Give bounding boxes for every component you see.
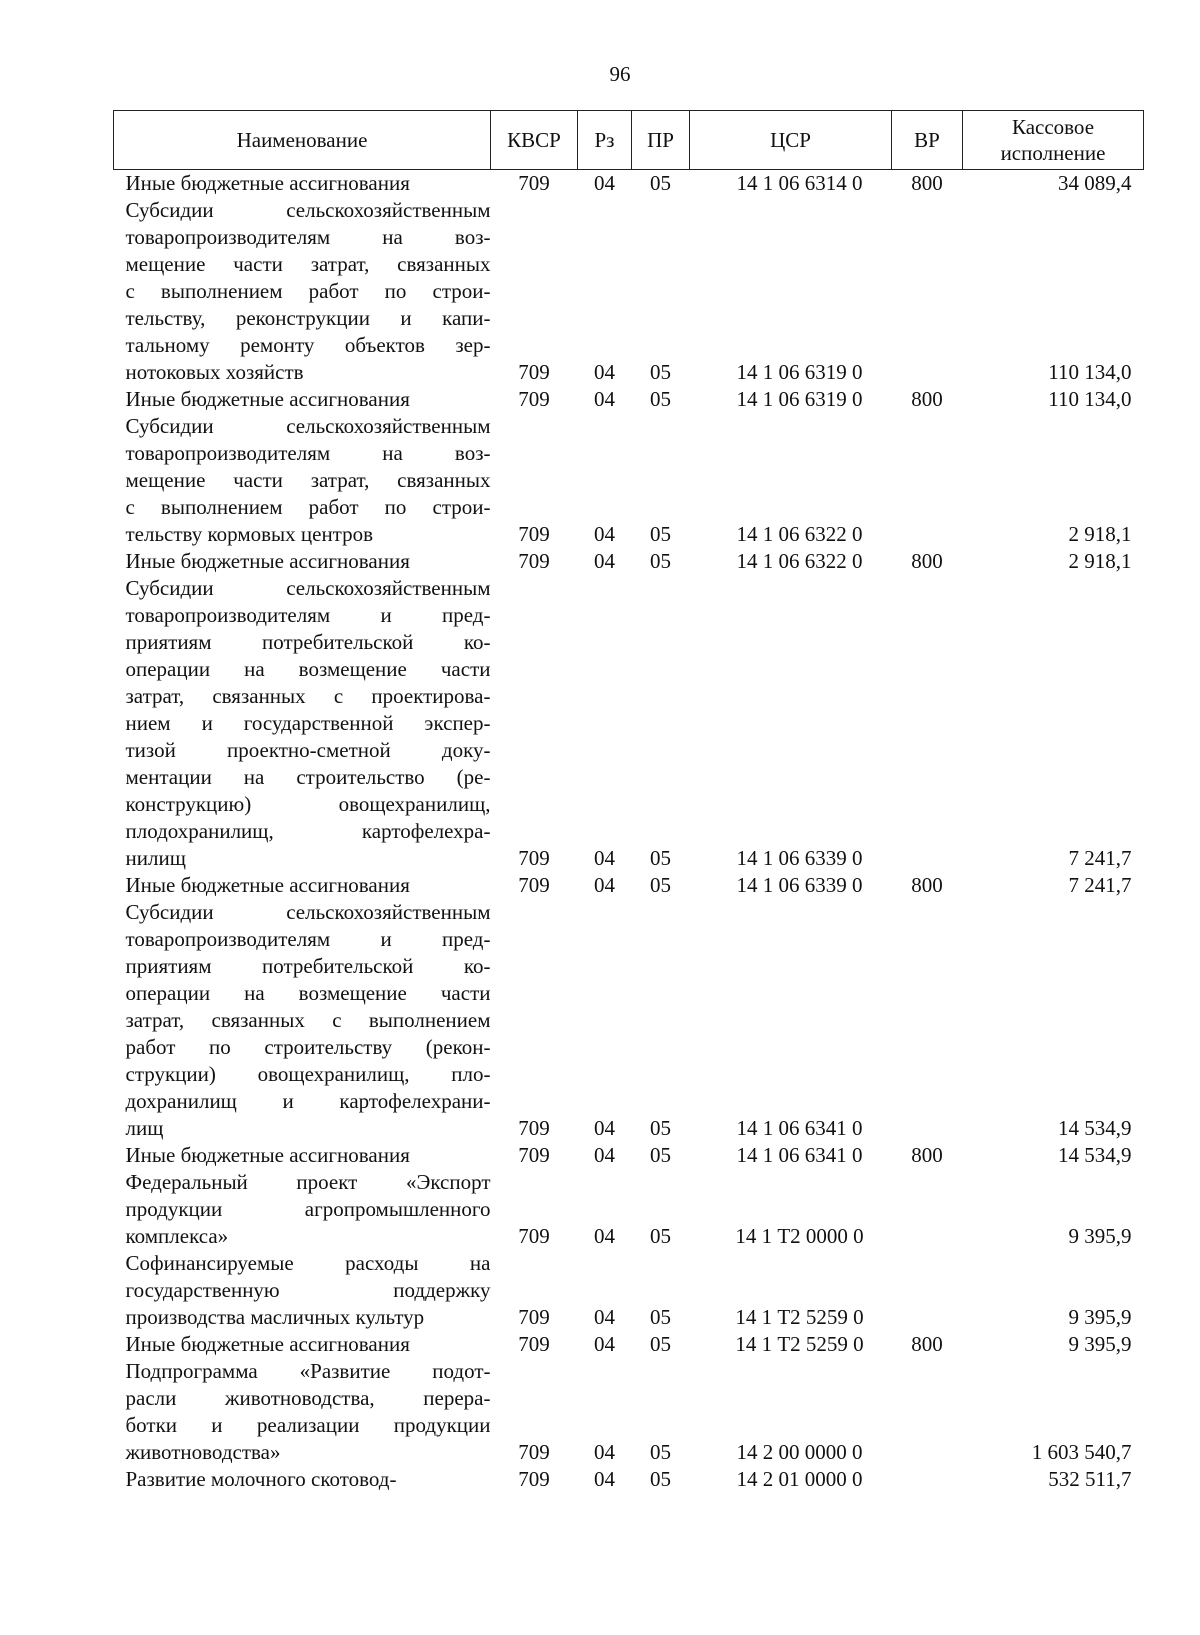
table-row bbox=[114, 1466, 1144, 1493]
row-rz: 04 bbox=[594, 1440, 615, 1464]
table-row bbox=[114, 548, 1144, 575]
row-rz: 04 bbox=[594, 1224, 615, 1248]
row-name-line: производства масличных культур bbox=[125, 1305, 425, 1329]
row-pr: 05 bbox=[650, 1440, 671, 1464]
row-sum: 532 511,7 bbox=[1048, 1467, 1132, 1491]
row-name-line: товаропроизводителям на воз- bbox=[125, 441, 491, 465]
row-sum: 110 134,0 bbox=[1048, 360, 1132, 384]
table-row bbox=[114, 1250, 1144, 1331]
row-csr: 14 1 06 6322 0 bbox=[736, 522, 863, 546]
row-name bbox=[114, 899, 491, 1142]
row-name bbox=[114, 386, 491, 413]
row-name-line: с выполнением работ по строи- bbox=[125, 495, 491, 519]
row-csr: 14 2 00 0000 0 bbox=[736, 1440, 863, 1464]
table-header bbox=[114, 111, 1144, 170]
row-csr: 14 1 06 6322 0 bbox=[736, 549, 863, 573]
row-name-line: лищ bbox=[125, 1116, 164, 1140]
row-rz: 04 bbox=[594, 171, 615, 195]
table-row bbox=[114, 1358, 1144, 1466]
row-csr: 14 1 06 6339 0 bbox=[736, 873, 863, 897]
row-pr: 05 bbox=[650, 1305, 671, 1329]
row-pr: 05 bbox=[650, 873, 671, 897]
row-sum: 34 089,4 bbox=[1058, 171, 1132, 195]
row-kvsr: 709 bbox=[518, 1224, 550, 1248]
row-name-line: Субсидии сельскохозяйственным bbox=[125, 414, 491, 438]
row-vr: 800 bbox=[911, 549, 943, 573]
row-sum: 9 395,9 bbox=[1068, 1224, 1132, 1248]
row-name-line: нотоковых хозяйств bbox=[125, 360, 304, 384]
row-name-line: товаропроизводителям и пред- bbox=[125, 603, 491, 627]
row-kvsr: 709 bbox=[518, 1467, 550, 1491]
row-name-line: тельству, реконструкции и капи- bbox=[125, 306, 491, 330]
row-csr: 14 1 Т2 5259 0 bbox=[735, 1332, 864, 1356]
row-name-line: ментации на строительство (ре- bbox=[125, 765, 491, 789]
header-rz: Рз bbox=[578, 111, 632, 170]
row-name-line: Софинансируемые расходы на bbox=[125, 1251, 491, 1275]
row-name-line: ботки и реализации продукции bbox=[125, 1413, 491, 1437]
row-pr: 05 bbox=[650, 387, 671, 411]
row-csr: 14 1 06 6341 0 bbox=[736, 1116, 863, 1140]
row-name-line: Подпрограмма «Развитие подот- bbox=[125, 1359, 491, 1383]
row-name-line: конструкцию) овощехранилищ, bbox=[125, 792, 491, 816]
row-csr: 14 2 01 0000 0 bbox=[736, 1467, 863, 1491]
row-name bbox=[114, 1169, 491, 1250]
row-kvsr: 709 bbox=[518, 1143, 550, 1167]
row-name bbox=[114, 1358, 491, 1466]
row-name-line: нием и государственной экспер- bbox=[125, 711, 491, 735]
row-pr: 05 bbox=[650, 522, 671, 546]
table-row bbox=[114, 899, 1144, 1142]
row-name bbox=[114, 1466, 491, 1493]
header-sum-line2: исполнение bbox=[1000, 141, 1106, 165]
row-name-line: приятиям потребительской ко- bbox=[125, 630, 491, 654]
row-sum: 7 241,7 bbox=[1068, 846, 1132, 870]
table-row bbox=[114, 575, 1144, 872]
row-name bbox=[114, 170, 491, 198]
row-vr: 800 bbox=[911, 171, 943, 195]
header-pr: ПР bbox=[632, 111, 690, 170]
table-row bbox=[114, 1142, 1144, 1169]
row-vr: 800 bbox=[911, 1332, 943, 1356]
row-name-line: тизой проектно-сметной доку- bbox=[125, 738, 491, 762]
row-sum: 110 134,0 bbox=[1048, 387, 1132, 411]
row-csr: 14 1 06 6341 0 bbox=[736, 1143, 863, 1167]
row-sum: 2 918,1 bbox=[1068, 549, 1132, 573]
row-pr: 05 bbox=[650, 1143, 671, 1167]
page-number: 96 bbox=[609, 62, 631, 86]
row-vr bbox=[892, 1358, 963, 1466]
header-name: Наименование bbox=[114, 111, 491, 170]
row-rz: 04 bbox=[594, 360, 615, 384]
table-body bbox=[114, 170, 1144, 1494]
row-name-line: Субсидии сельскохозяйственным bbox=[125, 900, 491, 924]
row-rz: 04 bbox=[594, 522, 615, 546]
row-rz: 04 bbox=[594, 873, 615, 897]
row-name bbox=[114, 413, 491, 548]
table-row bbox=[114, 197, 1144, 386]
row-name-line: Иные бюджетные ассигнования bbox=[125, 171, 410, 195]
row-name-line: государственную поддержку bbox=[125, 1278, 491, 1302]
row-rz: 04 bbox=[594, 1332, 615, 1356]
row-sum: 1 603 540,7 bbox=[1031, 1440, 1132, 1464]
row-pr: 05 bbox=[650, 1332, 671, 1356]
row-kvsr: 709 bbox=[518, 873, 550, 897]
row-pr: 05 bbox=[650, 360, 671, 384]
row-vr bbox=[892, 1169, 963, 1250]
header-sum bbox=[963, 111, 1144, 170]
row-name-line: мещение части затрат, связанных bbox=[125, 252, 491, 276]
row-name-line: дохранилищ и картофелехрани- bbox=[125, 1089, 491, 1113]
row-kvsr: 709 bbox=[518, 387, 550, 411]
row-sum: 14 534,9 bbox=[1058, 1116, 1132, 1140]
row-name-line: расли животноводства, перера- bbox=[125, 1386, 491, 1410]
row-name-line: Иные бюджетные ассигнования bbox=[125, 873, 410, 897]
row-name-line: затрат, связанных с выполнением bbox=[125, 1008, 491, 1032]
row-vr bbox=[892, 1466, 963, 1493]
row-name-line: приятиям потребительской ко- bbox=[125, 954, 491, 978]
row-vr: 800 bbox=[911, 873, 943, 897]
table-row bbox=[114, 1169, 1144, 1250]
row-name-line: товаропроизводителям на воз- bbox=[125, 225, 491, 249]
row-name-line: Иные бюджетные ассигнования bbox=[125, 1143, 410, 1167]
row-vr bbox=[892, 899, 963, 1142]
row-kvsr: 709 bbox=[518, 1440, 550, 1464]
row-name bbox=[114, 872, 491, 899]
row-vr: 800 bbox=[911, 1143, 943, 1167]
table-row bbox=[114, 386, 1144, 413]
row-name-line: тальному ремонту объектов зер- bbox=[125, 333, 491, 357]
row-kvsr: 709 bbox=[518, 1305, 550, 1329]
row-vr: 800 bbox=[911, 387, 943, 411]
row-name-line: струкции) овощехранилищ, пло- bbox=[125, 1062, 491, 1086]
header-sum-line1: Кассовое bbox=[1011, 115, 1095, 139]
row-name-line: операции на возмещение части bbox=[125, 981, 491, 1005]
table-row bbox=[114, 872, 1144, 899]
row-name bbox=[114, 197, 491, 386]
row-name-line: Иные бюджетные ассигнования bbox=[125, 1332, 410, 1356]
row-name bbox=[114, 575, 491, 872]
row-name-line: мещение части затрат, связанных bbox=[125, 468, 491, 492]
row-name-line: продукции агропромышленного bbox=[125, 1197, 491, 1221]
row-pr: 05 bbox=[650, 1116, 671, 1140]
row-pr: 05 bbox=[650, 1467, 671, 1491]
row-vr bbox=[892, 575, 963, 872]
row-kvsr: 709 bbox=[518, 549, 550, 573]
row-name-line: плодохранилищ, картофелехра- bbox=[125, 819, 491, 843]
header-kvsr: КВСР bbox=[491, 111, 578, 170]
row-name bbox=[114, 1142, 491, 1169]
row-kvsr: 709 bbox=[518, 360, 550, 384]
budget-table bbox=[113, 110, 1144, 1493]
row-rz: 04 bbox=[594, 1116, 615, 1140]
header-vr: ВР bbox=[892, 111, 963, 170]
row-name-line: затрат, связанных с проектирова- bbox=[125, 684, 491, 708]
row-name bbox=[114, 1250, 491, 1331]
row-name-line: работ по строительству (рекон- bbox=[125, 1035, 491, 1059]
row-name-line: Субсидии сельскохозяйственным bbox=[125, 576, 491, 600]
row-csr: 14 1 Т2 0000 0 bbox=[735, 1224, 864, 1248]
row-sum: 9 395,9 bbox=[1068, 1305, 1132, 1329]
row-name-line: животноводства» bbox=[125, 1440, 281, 1464]
row-rz: 04 bbox=[594, 1305, 615, 1329]
row-rz: 04 bbox=[594, 387, 615, 411]
row-name bbox=[114, 1331, 491, 1358]
row-rz: 04 bbox=[594, 846, 615, 870]
row-pr: 05 bbox=[650, 171, 671, 195]
row-sum: 7 241,7 bbox=[1068, 873, 1132, 897]
header-csr: ЦСР bbox=[690, 111, 892, 170]
row-pr: 05 bbox=[650, 846, 671, 870]
row-name-line: Развитие молочного скотовод- bbox=[125, 1467, 397, 1491]
row-pr: 05 bbox=[650, 1224, 671, 1248]
row-sum: 14 534,9 bbox=[1058, 1143, 1132, 1167]
row-name-line: Иные бюджетные ассигнования bbox=[125, 549, 410, 573]
row-vr bbox=[892, 197, 963, 386]
row-name-line: Федеральный проект «Экспорт bbox=[125, 1170, 491, 1194]
row-name-line: товаропроизводителям и пред- bbox=[125, 927, 491, 951]
row-name-line: тельству кормовых центров bbox=[125, 522, 374, 546]
row-name-line: с выполнением работ по строи- bbox=[125, 279, 491, 303]
row-pr: 05 bbox=[650, 549, 671, 573]
table-row bbox=[114, 413, 1144, 548]
row-csr: 14 1 06 6339 0 bbox=[736, 846, 863, 870]
row-name-line: Иные бюджетные ассигнования bbox=[125, 387, 410, 411]
row-name-line: операции на возмещение части bbox=[125, 657, 491, 681]
row-kvsr: 709 bbox=[518, 1116, 550, 1140]
row-csr: 14 1 06 6319 0 bbox=[736, 387, 863, 411]
row-sum: 9 395,9 bbox=[1068, 1332, 1132, 1356]
table-row bbox=[114, 170, 1144, 198]
row-name-line: комплекса» bbox=[125, 1224, 229, 1248]
row-csr: 14 1 06 6314 0 bbox=[736, 171, 863, 195]
row-csr: 14 1 06 6319 0 bbox=[736, 360, 863, 384]
table-row bbox=[114, 1331, 1144, 1358]
row-rz: 04 bbox=[594, 1467, 615, 1491]
row-kvsr: 709 bbox=[518, 522, 550, 546]
row-rz: 04 bbox=[594, 549, 615, 573]
row-kvsr: 709 bbox=[518, 171, 550, 195]
row-vr bbox=[892, 1250, 963, 1331]
row-kvsr: 709 bbox=[518, 846, 550, 870]
row-name-line: нилищ bbox=[125, 846, 186, 870]
row-vr bbox=[892, 413, 963, 548]
row-sum: 2 918,1 bbox=[1068, 522, 1132, 546]
row-csr: 14 1 Т2 5259 0 bbox=[735, 1305, 864, 1329]
row-rz: 04 bbox=[594, 1143, 615, 1167]
row-name-line: Субсидии сельскохозяйственным bbox=[125, 198, 491, 222]
row-name bbox=[114, 548, 491, 575]
row-kvsr: 709 bbox=[518, 1332, 550, 1356]
